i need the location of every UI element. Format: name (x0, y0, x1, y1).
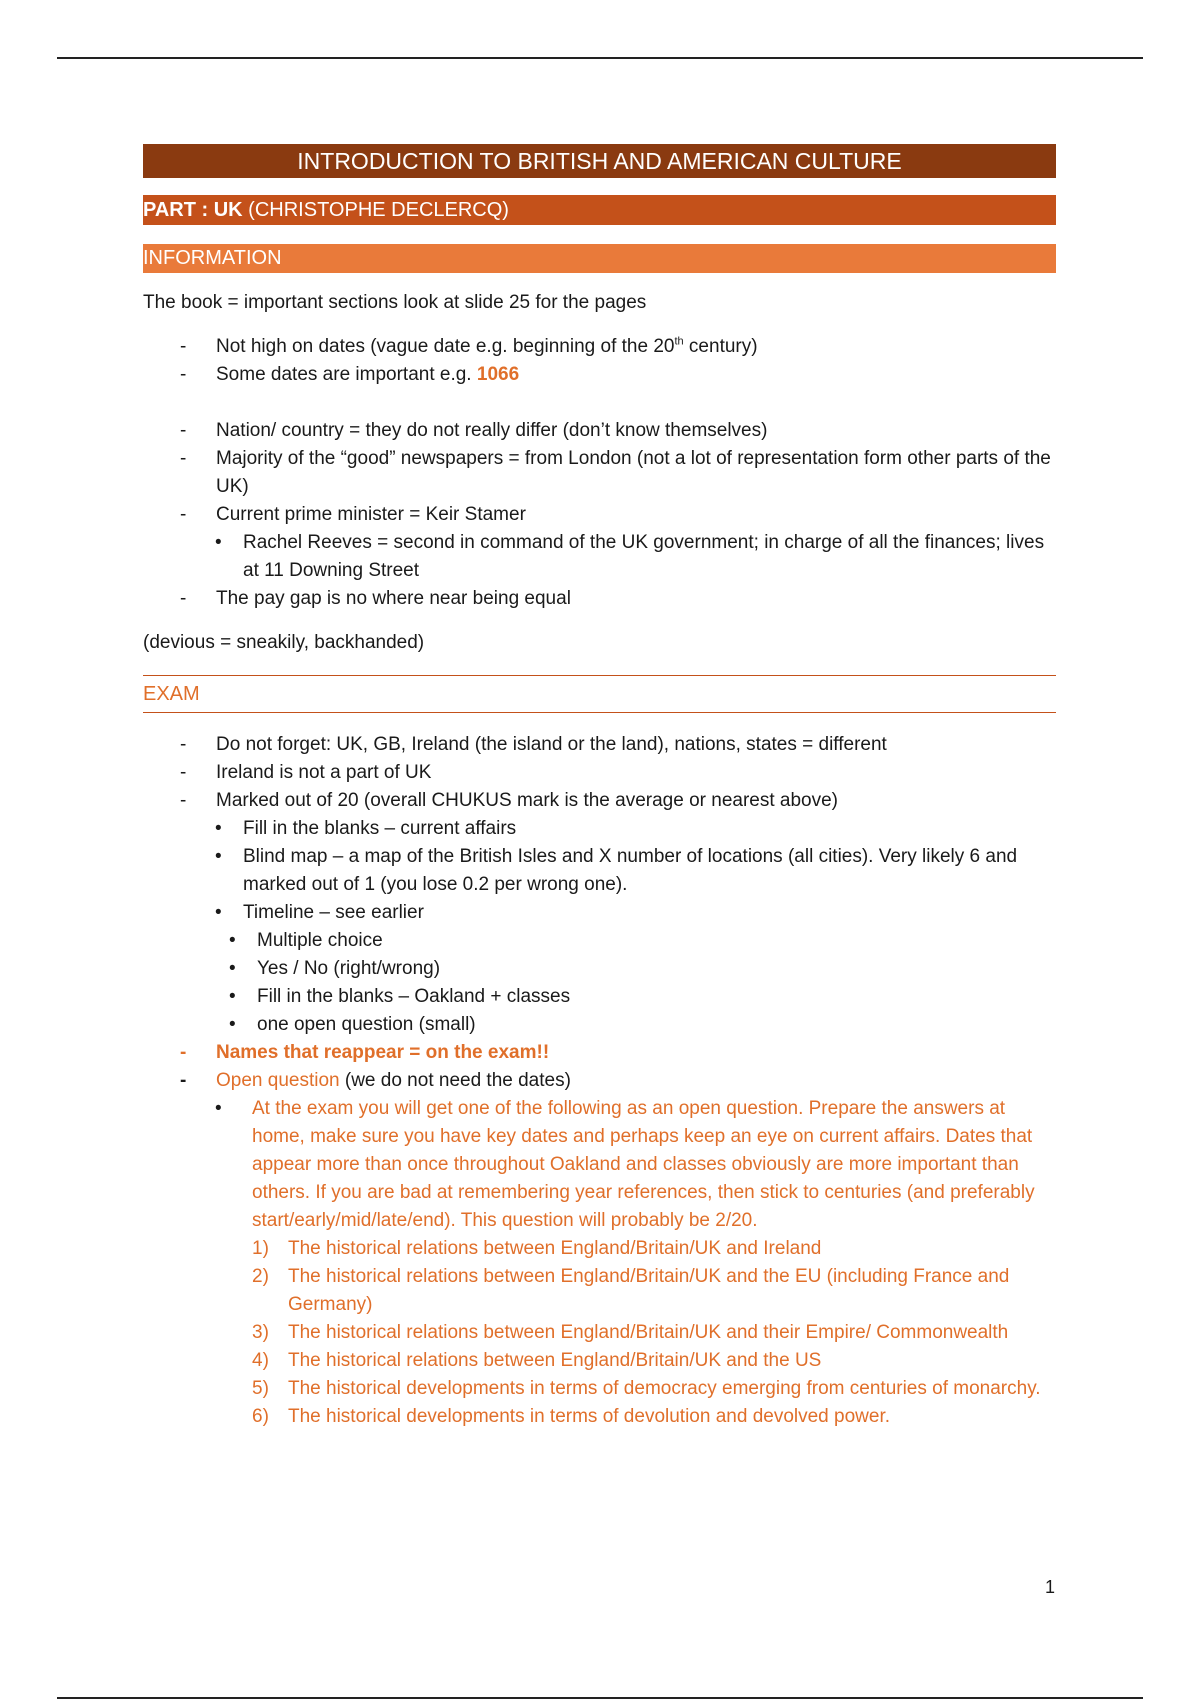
list-item: • Rachel Reeves = second in command of the UK government; in charge of all the finances; lives at 11 Downing Street (143, 529, 1056, 585)
question-item: 6) The historical developments in terms of devolution and devolved power. (252, 1406, 891, 1427)
list-item: - Nation/ country = they do not really differ (don’t know themselves) (143, 417, 1056, 445)
list-item: • one open question (small) (143, 1011, 1056, 1039)
intro-text: The book = important sections look at slide 25 for the pages (143, 292, 647, 313)
exam-heading: EXAM (143, 675, 1056, 713)
highlighted-year: 1066 (476, 364, 520, 385)
question-list (143, 1235, 1056, 1431)
list-item: • Fill in the blanks – current affairs (143, 815, 1056, 843)
list-item: - Current prime minister = Keir Stamer (143, 501, 1056, 529)
list-item: - Some dates are important e.g. 1066 (143, 361, 1056, 389)
list-item: - The pay gap is no where near being equal (143, 585, 1056, 613)
information-list (143, 333, 1056, 389)
part-heading (143, 195, 1056, 225)
list-item: • Fill in the blanks – Oakland + classes (143, 983, 1056, 1011)
list-item: - Open question (we do not need the dates) (143, 1067, 1056, 1095)
footer-rule (57, 1697, 1143, 1699)
information-list-2 (143, 417, 1056, 613)
list-item: - Names that reappear = on the exam!! (143, 1039, 1056, 1067)
part-label: PART : UK (143, 199, 243, 221)
header-rule (57, 57, 1143, 59)
question-item: 3) The historical relations between England/Britain/UK and their Empire/ Commonwealth (252, 1322, 1009, 1343)
list-item: - Ireland is not a part of UK (143, 759, 1056, 787)
list-item: - Do not forget: UK, GB, Ireland (the island or the land), nations, states = different (143, 731, 1056, 759)
open-question-label: Open question (216, 1070, 340, 1091)
question-item: 1) The historical relations between England/Britain/UK and Ireland (252, 1238, 822, 1259)
devious-note: (devious = sneakily, backhanded) (143, 632, 425, 653)
list-item: - Marked out of 20 (overall CHUKUS mark is the average or nearest above) (143, 787, 1056, 815)
exam-list (143, 731, 1056, 1235)
part-author: (CHRISTOPHE DECLERCQ) (242, 199, 509, 221)
document-page (143, 144, 1056, 1431)
list-item: • Multiple choice (143, 927, 1056, 955)
list-item: - Majority of the “good” newspapers = from London (not a lot of representation form other parts of the UK) (143, 445, 1056, 501)
list-item: • Yes / No (right/wrong) (143, 955, 1056, 983)
document-title: INTRODUCTION TO BRITISH AND AMERICAN CULTURE (143, 144, 1056, 178)
list-item: • At the exam you will get one of the following as an open question. Prepare the answers at home, make sure you have key dates and perhaps keep an eye on current affairs. Dates that appear more than once throughout Oakland and classes obviously are more important than others. If you are bad at remembering year references, then stick to centuries (and preferably start/early/mid/late/end). This question will probably be 2/20. (143, 1095, 1056, 1235)
question-item: 2) The historical relations between England/Britain/UK and the EU (including France and Germany) (252, 1266, 1010, 1315)
information-heading: INFORMATION (143, 244, 1056, 273)
list-item: - Not high on dates (vague date e.g. beginning of the 20th century) (143, 333, 1056, 361)
list-item: • Timeline – see earlier (143, 899, 1056, 927)
list-item: • Blind map – a map of the British Isles and X number of locations (all cities). Very likely 6 and marked out of 1 (you lose 0.2 per wrong one). (143, 843, 1056, 899)
question-item: 5) The historical developments in terms of democracy emerging from centuries of monarchy. (252, 1378, 1041, 1399)
page-number: 1 (1045, 1577, 1056, 1597)
question-item: 4) The historical relations between England/Britain/UK and the US (252, 1350, 822, 1371)
